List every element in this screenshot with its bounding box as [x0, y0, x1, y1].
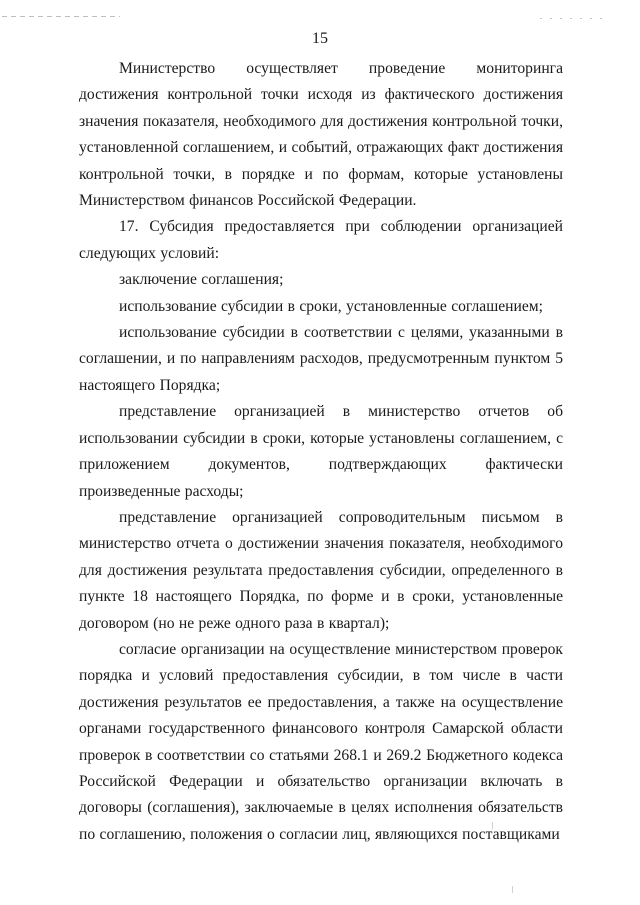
- scan-artifact-top-left: [2, 16, 120, 17]
- condition-reports: представление организацией в министерство отчетов об использовании субсидии в сроки, которые установлены соглашением, с приложением документов, подтверждающих фактически произведенные расходы;: [79, 403, 563, 500]
- scan-artifact-mark: [512, 886, 513, 893]
- condition-deadlines: использование субсидии в сроки, установленные соглашением;: [119, 297, 543, 315]
- page-number: 15: [312, 30, 328, 47]
- condition-audit-consent: согласие организации на осуществление министерством проверок порядка и условий предоставления субсидии, в том числе в части достижения результатов ее предоставления, а также на осуществление органами государственного финансового контроля Самарской области проверок в соответствии со статьями 268.1 и 269.2 Бюджетного кодекса Российской Федерации и обязательство организации включать в договоры (соглашения), заключаемые в целях исполнения обязательств по соглашению, положения о согласии лиц, являющихся поставщиками: [79, 640, 563, 843]
- paragraph-monitoring: Министерство осуществляет проведение мониторинга достижения контрольной точки исходя из фактического достижения значения показателя, необходимого для достижения контрольной точки, установленной соглашением, и событий, отражающих факт достижения контрольной точки, в порядке и по формам, которые установлены Министерством финансов Российской Федерации.: [79, 60, 563, 210]
- condition-indicator-report: представление организацией сопроводительным письмом в министерство отчета о достижении значения показателя, необходимого для достижения результата предоставления субсидии, определенного в пункте 18 настоящего Порядка, по форме и в сроки, установленные договором (но не реже одного раза в квартал);: [79, 508, 563, 632]
- condition-agreement: заключение соглашения;: [119, 271, 284, 289]
- paragraph-17-intro: 17. Субсидия предоставляется при соблюдении организацией следующих условий:: [79, 218, 563, 262]
- document-body: [79, 56, 563, 848]
- scan-artifact-top-right: [540, 18, 610, 19]
- condition-purpose: использование субсидии в соответствии с целями, указанными в соглашении, и по направлениям расходов, предусмотренным пунктом 5 настоящего Порядка;: [79, 324, 563, 394]
